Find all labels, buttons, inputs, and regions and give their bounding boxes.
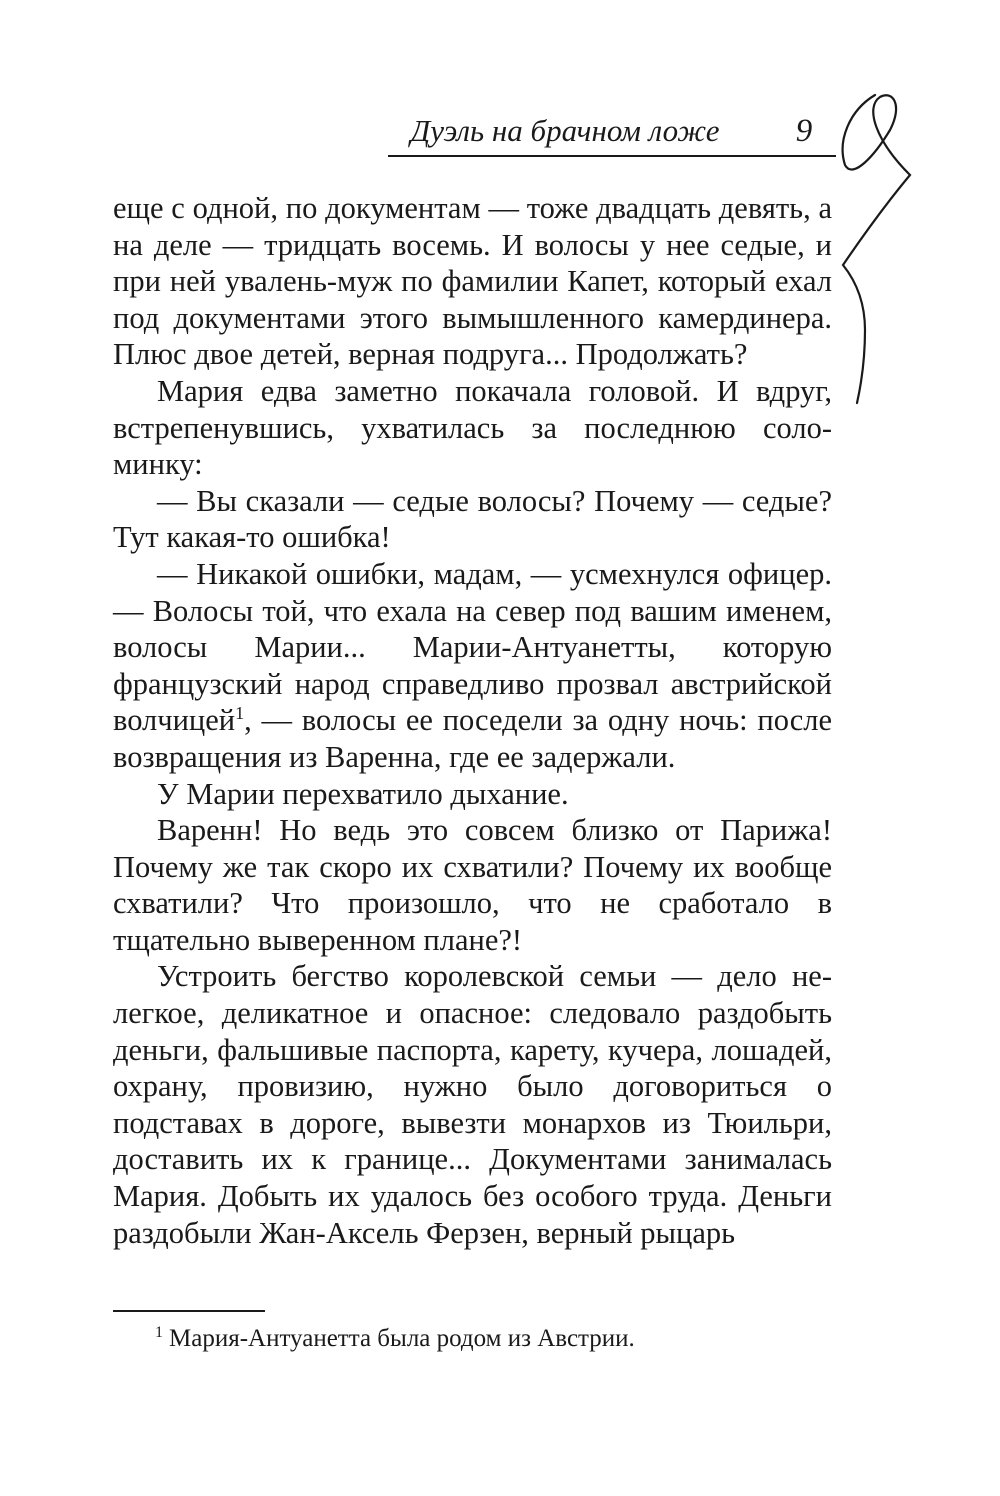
paragraph: Мария едва заметно покачала головой. И вдруг, встрепенувшись, ухватилась за последнюю соломинку: (113, 373, 832, 482)
running-title: Дуэль на брачном ложе (410, 113, 720, 148)
footnote-reference: 1 (235, 703, 245, 724)
body-text (113, 190, 832, 1251)
paragraph (113, 556, 832, 776)
page-number: 9 (795, 113, 813, 149)
paragraph: У Марии перехватило дыхание. (157, 776, 569, 811)
footnote-rule (113, 1310, 265, 1312)
paragraph-text: — Никакой ошибки, мадам, — усмехнулся офицер. — Волосы той, что ехала на север под вашим именем, волосы Марии... Марии-Антуанетты, которую французский народ справедливо прозвал австрийской волчицей (113, 556, 832, 738)
footnote (155, 1324, 835, 1354)
paragraph: Устроить бегство королевской семьи — дело нелегкое, деликатное и опасное: следовало раздобыть деньги, фальшивые паспорта, карету, кучера, лошадей, охрану, провизию, нужно было договориться о подставах в дороге, вывезти монархов из Тюильри, доставить их к границе... Документами занималась Мария. Добыть их удалось без особого труда. Деньги раздобыли Жан-Аксель Ферзен, верный рыцарь (113, 959, 832, 1250)
paragraph: еще с одной, по документам — тоже двадцать девять, а на деле — тридцать восемь. И волосы у нее седые, и при ней увалень-муж по фамилии Капет, который ехал под документами этого вымышленного камердинера. Плюс двое детей, верная подруга... Продолжать? (113, 191, 832, 372)
paragraph: Варенн! Но ведь это совсем близко от Парижа! Почему же так скоро их схватили? Почему их вообще схватили? Что произошло, что не сработало в тщательно выверенном плане?! (113, 813, 832, 957)
footnote-mark: 1 (155, 1323, 163, 1341)
footnote-text: Мария-Антуанетта была родом из Австрии. (169, 1325, 635, 1352)
header-rule (388, 155, 836, 157)
paragraph: — Вы сказали — седые волосы? Почему — седые? Тут какая-то ошибка! (113, 483, 832, 555)
paragraph-text: , — волосы ее поседели за одну ночь: после возвращения из Варенна, где ее задержали. (113, 703, 832, 774)
